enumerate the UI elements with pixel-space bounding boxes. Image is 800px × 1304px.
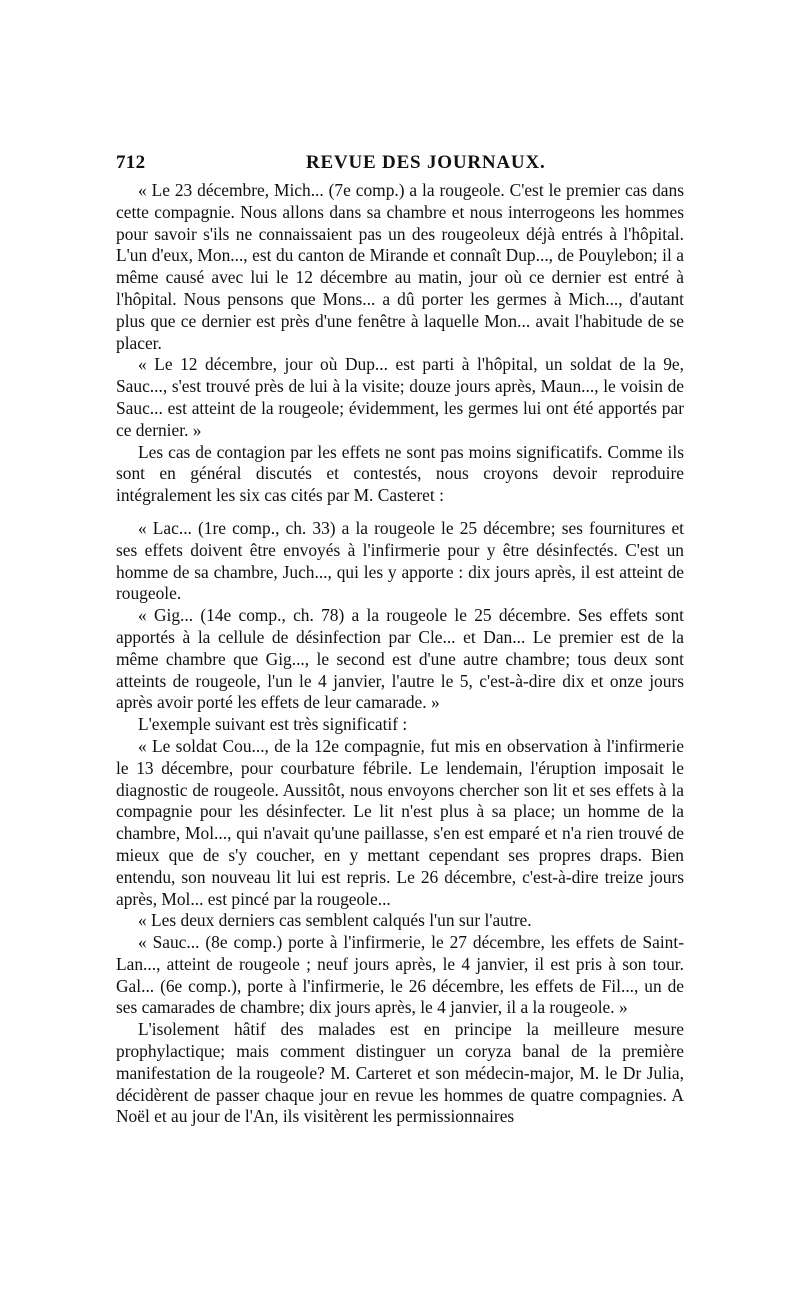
running-title: REVUE DES JOURNAUX. [306, 152, 546, 173]
paragraph: Les cas de contagion par les effets ne sont pas moins significatifs. Comme ils sont en général discutés et contestés, nous croyons devoir reproduire intégralement les six cas cités par M. Casteret : [116, 441, 684, 506]
paragraph: L'exemple suivant est très significatif : [138, 714, 408, 735]
paragraph: « Sauc... (8e comp.) porte à l'infirmerie, le 27 décembre, les effets de Saint-Lan..., atteint de rougeole ; neuf jours après, le 4 janvier, il est pris à son tour. Gal... (6e comp.), porte à l'infirmerie, le 26 décembre, les effets de Fil..., un de ses camarades de chambre; dix jours après, le 4 janvier, il a la rougeole. » [116, 932, 684, 1018]
paragraph: L'isolement hâtif des malades est en principe la meilleure mesure prophylactique; mais comment distinguer un coryza banal de la première manifestation de la rougeole? M. Carteret et son médecin-major, M. le Dr Julia, décidèrent de passer chaque jour en revue les hommes de quatre compagnies. A Noël et au jour de l'An, ils visitèrent les permissionnaires [116, 1019, 684, 1127]
paragraph: « Le soldat Cou..., de la 12e compagnie, fut mis en observation à l'infirmerie le 13 décembre, pour courbature fébrile. Le lendemain, l'éruption imposait le diagnostic de rougeole. Aussitôt, nous envoyons chercher son lit et ses effets à la compagnie pour les désinfecter. Le lit n'est plus à sa place; un homme de la chambre, Mol..., qui n'avait qu'une paillasse, s'en est emparé et n'a rien trouvé de mieux que de s'y coucher, en y mettant cependant ses propres draps. Bien entendu, son nouveau lit lui est repris. Le 26 décembre, c'est-à-dire treize jours après, Mol... est pincé par la rougeole... [116, 735, 684, 909]
body-text [116, 180, 684, 1128]
paragraph: « Les deux derniers cas semblent calqués l'un sur l'autre. [138, 910, 532, 931]
paragraph: « Gig... (14e comp., ch. 78) a la rougeole le 25 décembre. Ses effets sont apportés à la cellule de désinfection par Cle... et Dan... Le premier est de la même chambre que Gig..., le second est d'une autre chambre; tous deux sont atteints de rougeole, l'un le 4 janvier, l'autre le 5, c'est-à-dire dix et onze jours après avoir porté les effets de leur camarade. » [116, 605, 684, 713]
paragraph: « Lac... (1re comp., ch. 33) a la rougeole le 25 décembre; ses fournitures et ses effets doivent être envoyés à l'infirmerie pour y être désinfectés. C'est un homme de sa chambre, Juch..., qui les y apporte : dix jours après, il est atteint de rougeole. [116, 517, 684, 604]
page-number: 712 [116, 152, 146, 173]
paragraph: « Le 12 décembre, jour où Dup... est parti à l'hôpital, un soldat de la 9e, Sauc..., s'est trouvé près de lui à la visite; douze jours après, Maun..., le voisin de Sauc... est atteint de la rougeole; évidemment, les germes lui ont été apportés par ce dernier. » [116, 354, 684, 440]
paragraph: « Le 23 décembre, Mich... (7e comp.) a la rougeole. C'est le premier cas dans cette compagnie. Nous allons dans sa chambre et nous interrogeons les hommes pour savoir s'ils ne connaissaient pas un des rougeoleux déjà entrés à l'hôpital. L'un d'eux, Mon..., est du canton de Mirande et connaît Dup..., de Pouylebon; il a même causé avec lui le 12 décembre au matin, jour où ce dernier est entré à l'hôpital. Nous pensons que Mons... a dû porter les germes à Mich..., d'autant plus que ce dernier est près d'une fenêtre à laquelle Mon... avait l'habitude de se placer. [116, 180, 684, 353]
